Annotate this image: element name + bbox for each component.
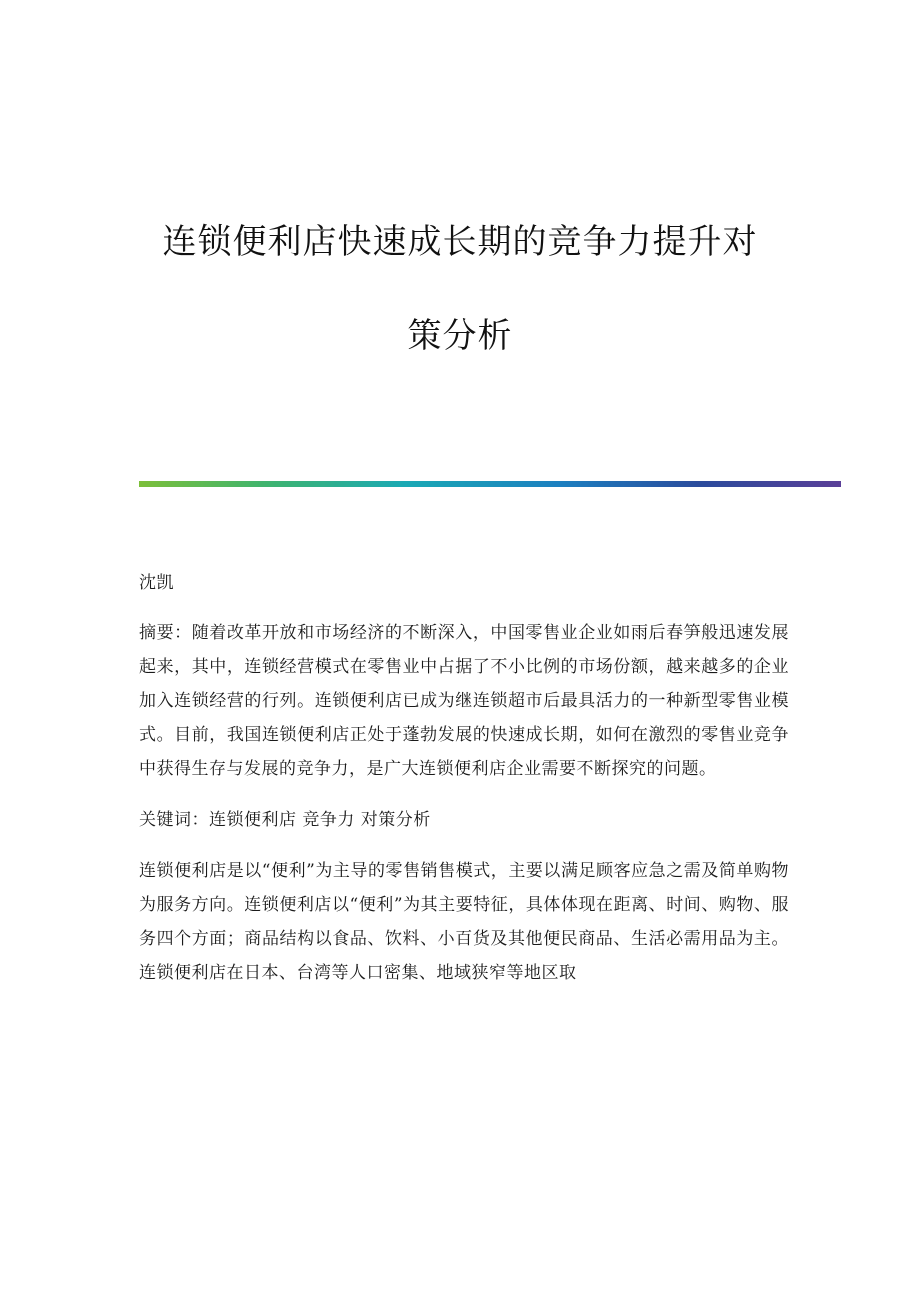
abstract-paragraph: 摘要：随着改革开放和市场经济的不断深入，中国零售业企业如雨后春笋般迅速发展起来，其中，连锁经营模式在零售业中占据了不小比例的市场份额，越来越多的企业加入连锁经营的行列。连锁便利店已成为继连锁超市后最具活力的一种新型零售业模式。目前，我国连锁便利店正处于蓬勃发展的快速成长期，如何在激烈的零售业竞争中获得生存与发展的竞争力，是广大连锁便利店企业需要不断探究的问题。 <box>139 623 789 779</box>
author-name: 沈凯 <box>139 573 174 593</box>
gradient-divider <box>139 481 841 487</box>
document-title-line-1: 连锁便利店快速成长期的竞争力提升对 <box>162 222 758 262</box>
document-title-line-2: 策分析 <box>407 316 513 356</box>
document-body <box>139 566 789 1007</box>
body-paragraph: 连锁便利店是以“便利”为主导的零售销售模式，主要以满足顾客应急之需及简单购物为服务方向。连锁便利店以“便利”为其主要特征，具体体现在距离、时间、购物、服务四个方面；商品结构以食品、饮料、小百货及其他便民商品、生活必需用品为主。连锁便利店在日本、台湾等人口密集、地域狭窄等地区取 <box>139 861 789 983</box>
keywords-line: 关键词：连锁便利店 竞争力 对策分析 <box>139 810 431 830</box>
